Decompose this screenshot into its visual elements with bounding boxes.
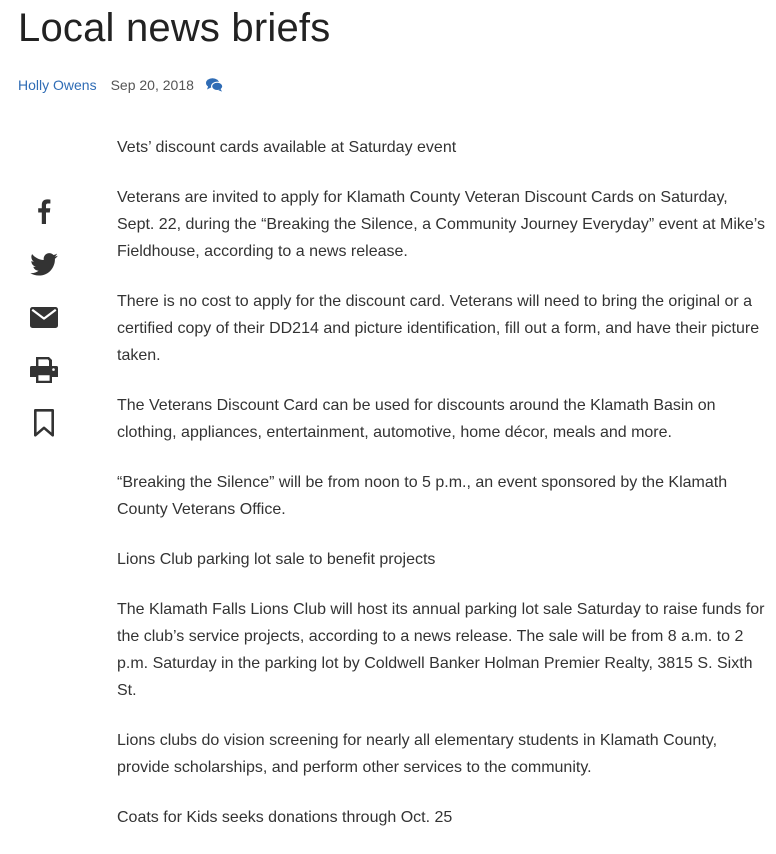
article-paragraph: Veterans are invited to apply for Klamath County Veteran Discount Cards on Saturday, Sept. 22, during the “Breaking the Silence, a Community Journey Everyday” event at Mike’s Fieldhouse, according to a news release. (117, 189, 766, 260)
author-link[interactable]: Holly Owens (18, 77, 97, 93)
bookmark-button[interactable] (28, 406, 60, 440)
article-subhead-coats: Coats for Kids seeks donations through Oct. 25 (117, 809, 453, 826)
article-subhead-vets: Vets’ discount cards available at Saturday event (117, 139, 457, 156)
comments-icon[interactable] (206, 78, 223, 92)
print-button[interactable] (28, 353, 60, 387)
twitter-icon (30, 253, 58, 276)
email-share-button[interactable] (28, 300, 60, 334)
print-icon (30, 357, 58, 383)
bookmark-icon (34, 409, 54, 437)
article-paragraph: The Klamath Falls Lions Club will host its annual parking lot sale Saturday to raise funds for the club’s service projects, according to a news release. The sale will be from 8 a.m. to 2 p.m. Saturday in the parking lot by Coldwell Banker Holman Premier Realty, 3815 S. Sixth St. (117, 601, 765, 699)
article-paragraph: Lions clubs do vision screening for nearly all elementary students in Klamath County, provide scholarships, and perform other services to the community. (117, 732, 718, 776)
share-rail (28, 194, 60, 459)
email-icon (30, 307, 58, 328)
article-body (117, 134, 769, 854)
publish-date: Sep 20, 2018 (110, 77, 194, 93)
twitter-share-button[interactable] (28, 247, 60, 281)
page-title: Local news briefs (18, 6, 331, 50)
article-paragraph: The Veterans Discount Card can be used for discounts around the Klamath Basin on clothing, appliances, entertainment, automotive, home décor, meals and more. (117, 397, 716, 441)
byline (18, 77, 223, 93)
article-paragraph: “Breaking the Silence” will be from noon to 5 p.m., an event sponsored by the Klamath County Veterans Office. (117, 474, 728, 518)
article-paragraph: There is no cost to apply for the discount card. Veterans will need to bring the original or a certified copy of their DD214 and picture identification, fill out a form, and have their picture taken. (117, 293, 760, 364)
article-subhead-lions: Lions Club parking lot sale to benefit projects (117, 551, 436, 568)
facebook-icon (37, 198, 51, 224)
facebook-share-button[interactable] (28, 194, 60, 228)
